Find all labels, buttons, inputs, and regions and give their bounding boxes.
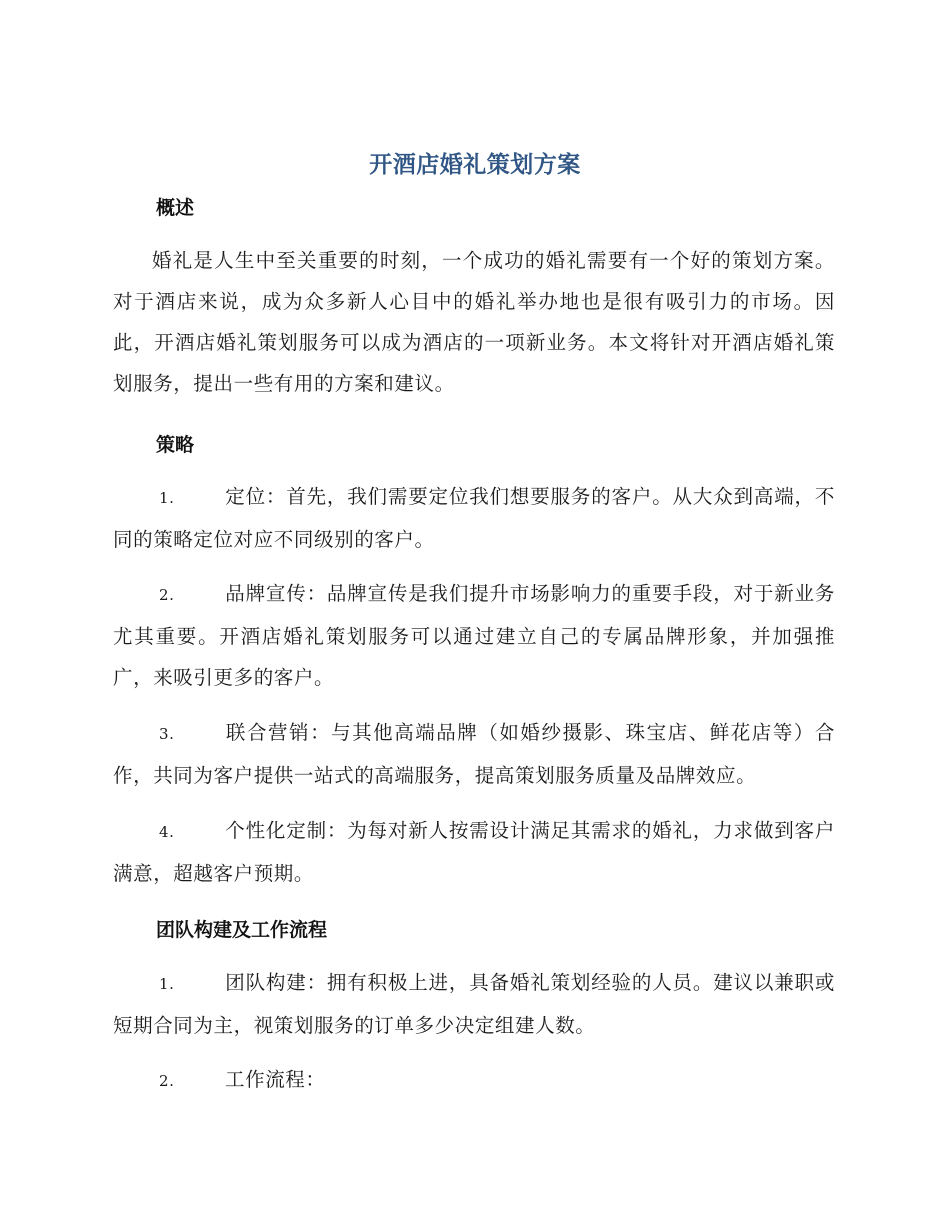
list-number: 1.: [159, 975, 175, 993]
list-number: 4.: [159, 823, 175, 841]
section-heading-overview: 概述: [156, 197, 195, 219]
list-item-text: 个性化定制：为每对新人按需设计满足其需求的婚礼，力求做到客户满意，超越客户预期。: [113, 819, 835, 885]
list-number: 2.: [159, 1072, 175, 1090]
list-item-text: 联合营销：与其他高端品牌（如婚纱摄影、珠宝店、鲜花店等）合作，共同为客户提供一站式的高端服务，提高策划服务质量及品牌效应。: [113, 721, 835, 787]
team-list-item: [113, 962, 835, 1046]
list-item-text: 团队构建：拥有积极上进，具备婚礼策划经验的人员。建议以兼职或短期合同为主，视策划服务的订单多少决定组建人数。: [113, 971, 835, 1037]
list-item-text: 工作流程：: [225, 1068, 326, 1091]
section-heading-strategy: 策略: [156, 434, 195, 456]
strategy-list-item: [113, 573, 835, 698]
list-number: 3.: [159, 725, 175, 743]
overview-paragraph: 婚礼是人生中至关重要的时刻，一个成功的婚礼需要有一个好的策划方案。对于酒店来说，成为众多新人心目中的婚礼举办地也是很有吸引力的市场。因此，开酒店婚礼策划服务可以成为酒店的一项新业务。本文将针对开酒店婚礼策划服务，提出一些有用的方案和建议。: [113, 249, 835, 395]
list-item-text: 品牌宣传：品牌宣传是我们提升市场影响力的重要手段，对于新业务尤其重要。开酒店婚礼策划服务可以通过建立自己的专属品牌形象，并加强推广，来吸引更多的客户。: [113, 582, 835, 689]
list-number: 2.: [159, 586, 175, 604]
section-heading-team: 团队构建及工作流程: [156, 919, 328, 941]
strategy-list-item: [113, 712, 835, 796]
team-list-item: [113, 1059, 835, 1102]
document-title: 开酒店婚礼策划方案: [369, 152, 581, 178]
list-item-text: 定位：首先，我们需要定位我们想要服务的客户。从大众到高端，不同的策略定位对应不同级别的客户。: [113, 485, 835, 551]
list-number: 1.: [159, 489, 175, 507]
strategy-list-item: [113, 476, 835, 560]
strategy-list-item: [113, 810, 835, 894]
